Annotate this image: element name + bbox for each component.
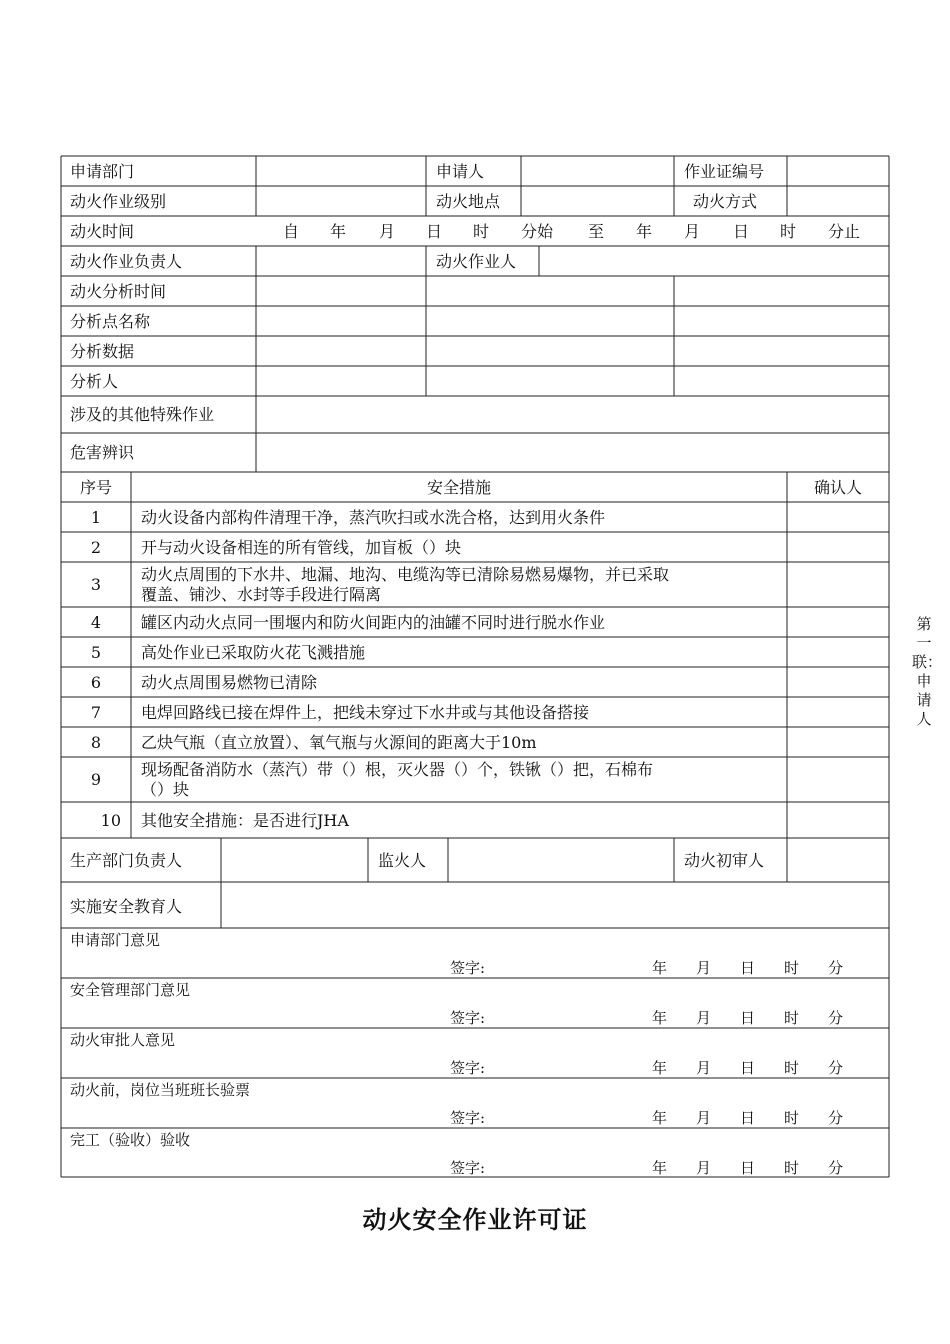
sign-day: 日: [740, 1159, 756, 1177]
opinion-label: 动火前，岗位当班班长验票: [70, 1081, 251, 1099]
sign-month: 月: [696, 1059, 712, 1077]
time-part: 时: [473, 222, 490, 241]
permit-no-label: 作业证编号: [684, 162, 765, 181]
sign-hour: 时: [784, 1159, 800, 1177]
fire-method-label: 动火方式: [693, 192, 758, 211]
initial-reviewer-field[interactable]: [787, 838, 889, 882]
sign-month: 月: [696, 1009, 712, 1027]
sign-label: 签字:: [450, 1109, 486, 1127]
sign-label: 签字:: [450, 959, 486, 977]
measure-no: 7: [90, 703, 102, 722]
sign-year: 年: [652, 1009, 668, 1027]
sign-year: 年: [652, 1059, 668, 1077]
sign-hour: 时: [784, 1109, 800, 1127]
measure-no: 4: [90, 613, 102, 632]
sign-label: 签字:: [450, 1059, 486, 1077]
measure-no: 3: [90, 575, 102, 594]
measure-text: 高处作业已采取防火花飞溅措施: [141, 643, 366, 662]
sign-hour: 时: [784, 959, 800, 977]
dept-label: 申请部门: [70, 162, 135, 181]
analysis-time-label: 动火分析时间: [70, 282, 167, 301]
measure-text-line1: 动火点周围的下水井、地漏、地沟、电缆沟等已清除易燃易爆物，并已采取: [141, 565, 670, 584]
measure-text: 罐区内动火点同一围堰内和防火间距内的油罐不同时进行脱水作业: [141, 613, 606, 632]
measure-text-line1: 现场配备消防水（蒸汽）带（）根，灭火器（）个，铁锹（）把，石棉布: [141, 760, 654, 779]
measure-no: 8: [90, 733, 102, 752]
analysis-point-label: 分析点名称: [70, 312, 151, 331]
col-no-header: 序号: [79, 478, 112, 497]
measure-text: 动火设备内部构件清理干净，蒸汽吹扫或水洗合格，达到用火条件: [141, 508, 606, 527]
initial-reviewer-label: 动火初审人: [684, 851, 765, 870]
measure-no: 10: [100, 811, 121, 830]
page-title: 动火安全作业许可证: [362, 1205, 588, 1234]
hazard-identification-field[interactable]: [256, 433, 889, 472]
time-part: 月: [684, 222, 701, 241]
applicant-label: 申请人: [436, 162, 485, 181]
time-part: 月: [379, 222, 396, 241]
measure-text-line2: （）块: [141, 780, 190, 799]
opinion-label: 申请部门意见: [70, 931, 161, 949]
sign-day: 日: [740, 1009, 756, 1027]
time-part: 自: [283, 222, 300, 241]
measure-text: 电焊回路线已接在焊件上，把线未穿过下水井或与其他设备搭接: [141, 703, 590, 722]
opinion-label: 安全管理部门意见: [70, 981, 191, 999]
sign-month: 月: [696, 1109, 712, 1127]
other-special-work-field[interactable]: [256, 396, 889, 433]
sign-minute: 分: [828, 1009, 844, 1027]
time-part: 时: [780, 222, 797, 241]
fire-worker-label: 动火作业人: [436, 252, 517, 271]
time-part: 日: [733, 222, 750, 241]
safety-education-field[interactable]: [221, 882, 889, 928]
fire-method-field[interactable]: [787, 186, 889, 216]
sign-minute: 分: [828, 1109, 844, 1127]
sign-year: 年: [652, 1159, 668, 1177]
measure-text: 动火点周围易燃物已清除: [141, 673, 318, 692]
hazard-identification-label: 危害辨识: [70, 443, 135, 462]
fire-worker-field[interactable]: [539, 246, 889, 276]
sign-minute: 分: [828, 1159, 844, 1177]
sign-minute: 分: [828, 959, 844, 977]
sign-year: 年: [652, 959, 668, 977]
sign-day: 日: [740, 959, 756, 977]
time-part: 日: [426, 222, 443, 241]
fire-level-label: 动火作业级别: [70, 192, 167, 211]
sign-label: 签字:: [450, 1009, 486, 1027]
applicant-field[interactable]: [521, 156, 674, 186]
permit-no-field[interactable]: [787, 156, 889, 186]
copy-note: 第一联：申请人: [912, 615, 943, 728]
sign-minute: 分: [828, 1059, 844, 1077]
fire-location-field[interactable]: [521, 186, 674, 216]
time-part: 分止: [828, 222, 861, 241]
sign-month: 月: [696, 1159, 712, 1177]
sign-day: 日: [740, 1059, 756, 1077]
safety-education-label: 实施安全教育人: [70, 897, 183, 916]
dept-field[interactable]: [256, 156, 426, 186]
measure-text: 乙炔气瓶（直立放置）、氧气瓶与火源间的距离大于10m: [141, 733, 537, 752]
opinion-label: 完工（验收）验收: [70, 1131, 191, 1149]
analyst-label: 分析人: [70, 372, 119, 391]
sign-label: 签字:: [450, 1159, 486, 1177]
measure-no: 2: [90, 538, 102, 557]
confirmer-column[interactable]: [787, 502, 889, 838]
col-confirm-header: 确认人: [813, 478, 862, 497]
measure-text: 其他安全措施：是否进行JHA: [141, 811, 349, 830]
fire-level-field[interactable]: [256, 186, 426, 216]
sign-year: 年: [652, 1109, 668, 1127]
sign-hour: 时: [784, 1009, 800, 1027]
opinion-label: 动火审批人意见: [70, 1031, 176, 1049]
time-part: 年: [636, 222, 653, 241]
measure-no: 9: [90, 770, 102, 789]
fire-leader-field[interactable]: [256, 246, 426, 276]
sign-day: 日: [740, 1109, 756, 1127]
analysis-data-label: 分析数据: [70, 342, 135, 361]
sign-hour: 时: [784, 1059, 800, 1077]
fire-leader-label: 动火作业负责人: [70, 252, 183, 271]
fire-watcher-label: 监火人: [378, 851, 427, 870]
measure-no: 1: [90, 508, 102, 527]
time-part: 分始: [521, 222, 554, 241]
measure-no: 5: [90, 643, 102, 662]
time-part: 至: [588, 222, 605, 241]
prod-leader-field[interactable]: [221, 838, 368, 882]
time-part: 年: [330, 222, 347, 241]
measure-no: 6: [90, 673, 102, 692]
fire-time-label: 动火时间: [70, 222, 135, 241]
other-special-work-label: 涉及的其他特殊作业: [70, 405, 215, 424]
fire-watcher-field[interactable]: [448, 838, 674, 882]
measure-text: 开与动火设备相连的所有管线，加盲板（）块: [141, 538, 462, 557]
sign-month: 月: [696, 959, 712, 977]
prod-leader-label: 生产部门负责人: [70, 851, 183, 870]
measure-text-line2: 覆盖、铺沙、水封等手段进行隔离: [141, 585, 382, 604]
col-measure-header: 安全措施: [426, 478, 491, 497]
fire-location-label: 动火地点: [436, 192, 501, 211]
